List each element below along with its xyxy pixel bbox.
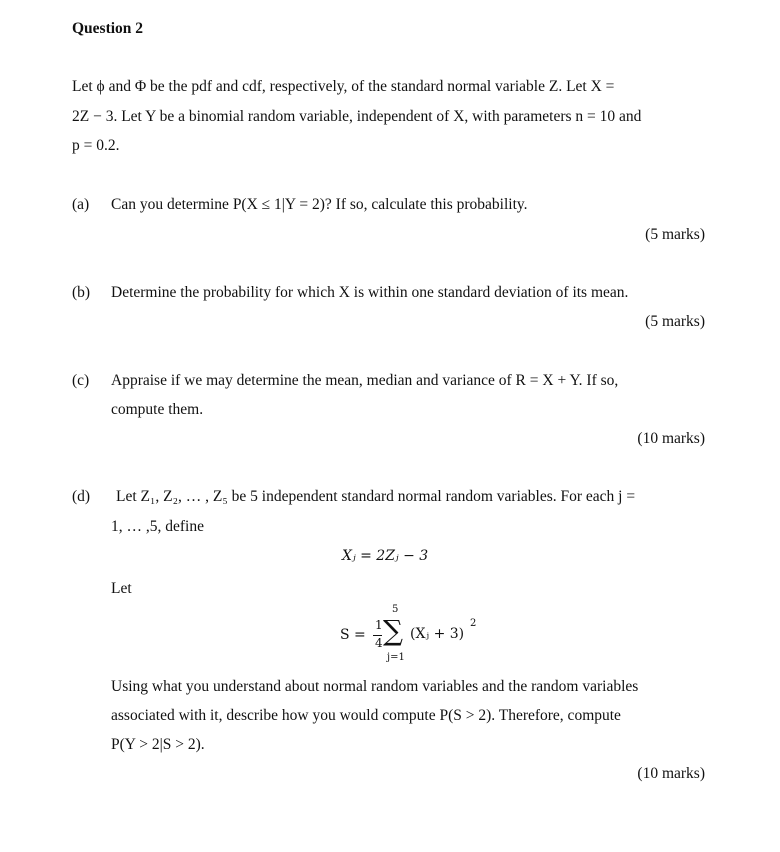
intro-line-3: p = 0.2. <box>72 137 120 154</box>
sum-lower-limit: j=1 <box>387 652 405 663</box>
intro-line-1: Let ϕ and Φ be the pdf and cdf, respectively, of the standard normal variable Z. Let X = <box>72 78 615 95</box>
part-d-closing-2: associated with it, describe how you would compute P(S > 2). Therefore, compute <box>111 707 621 724</box>
part-a-label: (a) <box>72 196 90 213</box>
equation-s <box>340 606 500 668</box>
let-text: Let <box>111 580 132 597</box>
part-d-label: (d) <box>72 488 91 505</box>
part-c-text-2: compute them. <box>111 401 204 418</box>
term-exponent: 2 <box>470 618 477 629</box>
part-c-label: (c) <box>72 372 90 389</box>
part-b-marks: (5 marks) <box>645 313 705 330</box>
sigma-symbol: ∑ <box>383 614 403 647</box>
part-b-label: (b) <box>72 284 91 301</box>
part-a-text: Can you determine P(X ≤ 1|Y = 2)? If so, calculate this probability. <box>111 196 528 213</box>
equation-x-j: Xⱼ = 2Zⱼ − 3 <box>342 548 429 564</box>
part-d-closing-3: P(Y > 2|S > 2). <box>111 736 205 753</box>
intro-line-2: 2Z − 3. Let Y be a binomial random variable, independent of X, with parameters n = 10 and <box>72 108 642 125</box>
part-d-text-1: Let Z₁, Z₂, … , Z₅ be 5 independent standard normal random variables. For each j = <box>116 488 636 505</box>
sum-upper-limit: 5 <box>392 604 399 615</box>
part-c-text-1: Appraise if we may determine the mean, median and variance of R = X + Y. If so, <box>111 372 619 389</box>
part-d-text-2: 1, … ,5, define <box>111 518 204 535</box>
part-a-marks: (5 marks) <box>645 226 705 243</box>
part-b-text: Determine the probability for which X is within one standard deviation of its mean. <box>111 284 629 301</box>
fraction-numerator: 1 <box>375 618 383 632</box>
fraction-denominator: 4 <box>375 636 383 650</box>
part-d-marks: (10 marks) <box>637 765 705 782</box>
part-d-closing-1: Using what you understand about normal random variables and the random variables <box>111 678 639 695</box>
part-c-marks: (10 marks) <box>637 430 705 447</box>
equation-s-lhs: S = <box>340 627 366 643</box>
question-heading: Question 2 <box>72 20 144 37</box>
sum-term: (Xⱼ + 3) <box>410 626 465 642</box>
